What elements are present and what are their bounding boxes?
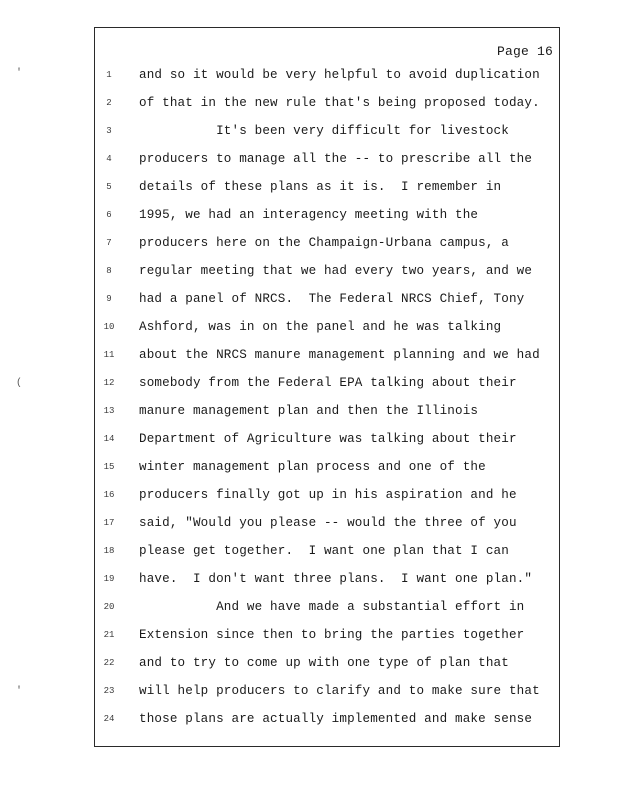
- transcript-line: [95, 373, 561, 393]
- line-text: producers finally got up in his aspiration and he: [139, 488, 517, 502]
- margin-mark-3: ': [16, 686, 23, 697]
- transcript-line: [95, 65, 561, 85]
- line-text: somebody from the Federal EPA talking about their: [139, 376, 517, 390]
- transcript-line: [95, 149, 561, 169]
- line-number: 16: [103, 490, 115, 500]
- transcript-line: [95, 401, 561, 421]
- line-number: 15: [103, 462, 115, 472]
- line-number: 5: [106, 182, 112, 192]
- line-number: 9: [106, 294, 112, 304]
- line-number: 6: [106, 210, 112, 220]
- line-text: Extension since then to bring the parties together: [139, 628, 525, 642]
- transcript-line: [95, 513, 561, 533]
- line-number: 11: [103, 350, 115, 360]
- transcript-line: [95, 121, 561, 141]
- line-text: It's been very difficult for livestock: [139, 124, 509, 138]
- line-text: have. I don't want three plans. I want one plan.": [139, 572, 533, 586]
- line-number: 2: [106, 98, 112, 108]
- transcript-line: [95, 345, 561, 365]
- line-text: of that in the new rule that's being proposed today.: [139, 96, 540, 110]
- line-text: had a panel of NRCS. The Federal NRCS Chief, Tony: [139, 292, 525, 306]
- line-text: and so it would be very helpful to avoid duplication: [139, 68, 540, 82]
- line-text: please get together. I want one plan that I can: [139, 544, 509, 558]
- line-number: 18: [103, 546, 115, 556]
- line-text: and to try to come up with one type of plan that: [139, 656, 509, 670]
- line-number: 8: [106, 266, 112, 276]
- line-number: 1: [106, 70, 112, 80]
- transcript-line: [95, 205, 561, 225]
- line-text: regular meeting that we had every two years, and we: [139, 264, 533, 278]
- line-number: 22: [103, 658, 115, 668]
- line-number: 13: [103, 406, 115, 416]
- line-number: 3: [106, 126, 112, 136]
- line-text: winter management plan process and one of the: [139, 460, 486, 474]
- line-number: 23: [103, 686, 115, 696]
- transcript-line: [95, 429, 561, 449]
- transcript-line: [95, 485, 561, 505]
- transcript-line: [95, 625, 561, 645]
- transcript-line: [95, 597, 561, 617]
- margin-mark-2: (: [16, 378, 23, 389]
- transcript-line: [95, 681, 561, 701]
- transcript-page: [94, 27, 560, 747]
- transcript-line: [95, 569, 561, 589]
- margin-mark-1: ': [16, 68, 23, 79]
- transcript-line: [95, 317, 561, 337]
- line-text: details of these plans as it is. I remember in: [139, 180, 502, 194]
- transcript-line: [95, 541, 561, 561]
- line-text: manure management plan and then the Illinois: [139, 404, 479, 418]
- transcript-line: [95, 457, 561, 477]
- line-number: 17: [103, 518, 115, 528]
- line-number: 20: [103, 602, 115, 612]
- line-text: those plans are actually implemented and make sense: [139, 712, 533, 726]
- line-text: 1995, we had an interagency meeting with the: [139, 208, 479, 222]
- page-number: Page 16: [496, 44, 553, 59]
- line-text: about the NRCS manure management planning and we had: [139, 348, 540, 362]
- line-number: 4: [106, 154, 112, 164]
- line-number: 10: [103, 322, 115, 332]
- line-text: will help producers to clarify and to make sure that: [139, 684, 540, 698]
- line-text: Department of Agriculture was talking about their: [139, 432, 517, 446]
- transcript-line: [95, 653, 561, 673]
- line-number: 21: [103, 630, 115, 640]
- transcript-line: [95, 93, 561, 113]
- line-number: 7: [106, 238, 112, 248]
- line-text: producers to manage all the -- to prescribe all the: [139, 152, 533, 166]
- line-text: producers here on the Champaign-Urbana campus, a: [139, 236, 509, 250]
- transcript-line: [95, 261, 561, 281]
- transcript-line: [95, 289, 561, 309]
- line-number: 19: [103, 574, 115, 584]
- line-number: 24: [103, 714, 115, 724]
- transcript-line: [95, 177, 561, 197]
- transcript-line: [95, 709, 561, 729]
- line-number: 12: [103, 378, 115, 388]
- line-text: Ashford, was in on the panel and he was talking: [139, 320, 502, 334]
- transcript-line: [95, 233, 561, 253]
- line-text: said, "Would you please -- would the three of you: [139, 516, 517, 530]
- line-text: And we have made a substantial effort in: [139, 600, 525, 614]
- line-number: 14: [103, 434, 115, 444]
